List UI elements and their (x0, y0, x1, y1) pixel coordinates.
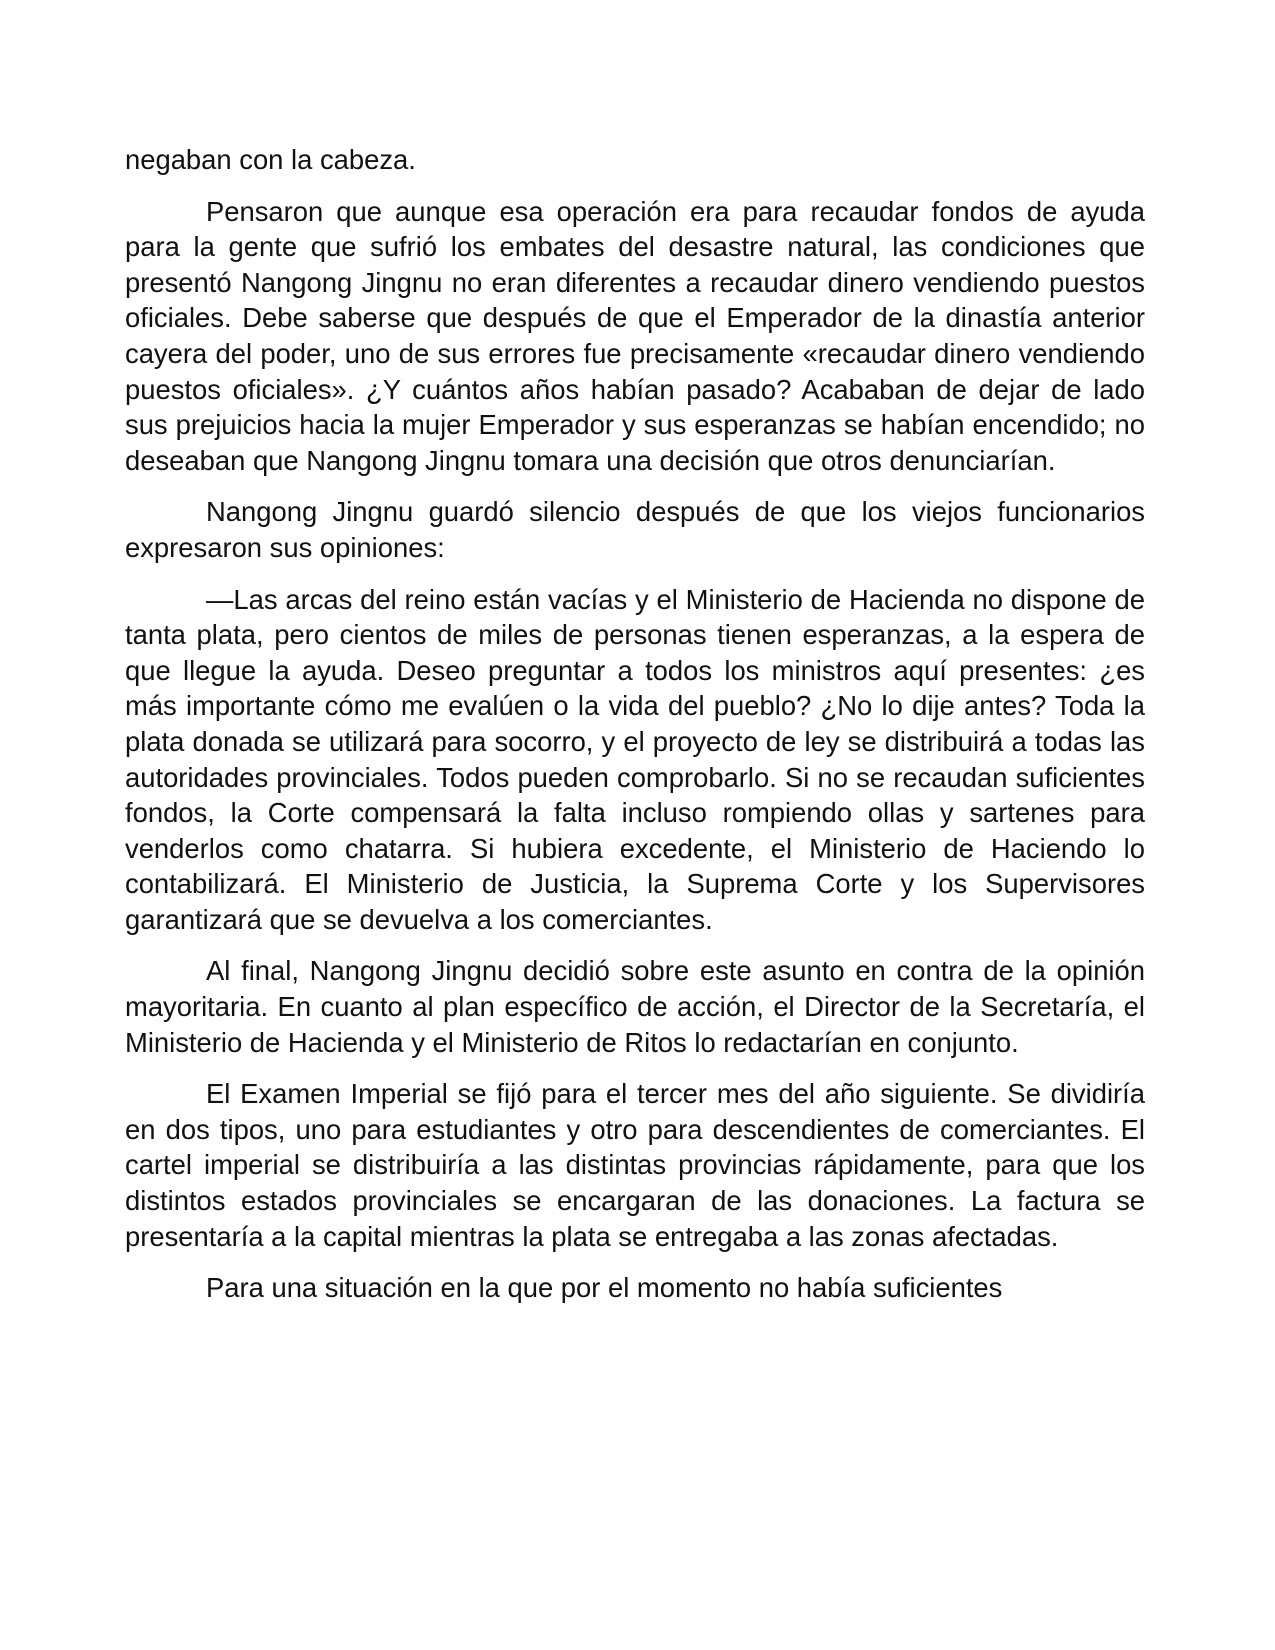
paragraph: Nangong Jingnu guardó silencio después de que los viejos funcionarios expresaron sus opiniones: (125, 496, 1145, 563)
paragraph: negaban con la cabeza. (125, 144, 416, 175)
paragraph: Al final, Nangong Jingnu decidió sobre este asunto en contra de la opinión mayoritaria. En cuanto al plan específico de acción, el Director de la Secretaría, el Ministerio de Hacienda y el Ministerio de Ritos lo redactarían en conjunto. (125, 955, 1145, 1058)
paragraph: Pensaron que aunque esa operación era para recaudar fondos de ayuda para la gente que sufrió los embates del desastre natural, las condiciones que presentó Nangong Jingnu no eran diferentes a recaudar dinero vendiendo puestos oficiales. Debe saberse que después de que el Emperador de la dinastía anterior cayera del poder, uno de sus errores fue precisamente «recaudar dinero vendiendo puestos oficiales». ¿Y cuántos años habían pasado? Acababan de dejar de lado sus prejuicios hacia la mujer Emperador y sus esperanzas se habían encendido; no deseaban que Nangong Jingnu tomara una decisión que otros denunciarían. (125, 195, 1145, 476)
paragraph: Para una situación en la que por el momento no había suficientes (206, 1272, 1003, 1304)
paragraph-dialogue: —Las arcas del reino están vacías y el Ministerio de Hacienda no dispone de tanta plata, pero cientos de miles de personas tienen esperanzas, a la espera de que llegue la ayuda. Deseo preguntar a todos los ministros aquí presentes: ¿es más importante cómo me evalúen o la vida del pueblo? ¿No lo dije antes? Toda la plata donada se utilizará para socorro, y el proyecto de ley se distribuirá a todas las autoridades provinciales. Todos pueden comprobarlo. Si no se recaudan suficientes fondos, la Corte compensará la falta incluso rompiendo ollas y sartenes para venderlos como chatarra. Si hubiera excedente, el Ministerio de Haciendo lo contabilizará. El Ministerio de Justicia, la Suprema Corte y los Supervisores garantizará que se devuelva a los comerciantes. (125, 583, 1145, 935)
document-page (125, 142, 1145, 1306)
paragraph: El Examen Imperial se fijó para el tercer mes del año siguiente. Se dividiría en dos tipos, uno para estudiantes y otro para descendientes de comerciantes. El cartel imperial se distribuiría a las distintas provincias rápidamente, para que los distintos estados provinciales se encargaran de las donaciones. La factura se presentaría a la capital mientras la plata se entregaba a las zonas afectadas. (125, 1078, 1145, 1252)
